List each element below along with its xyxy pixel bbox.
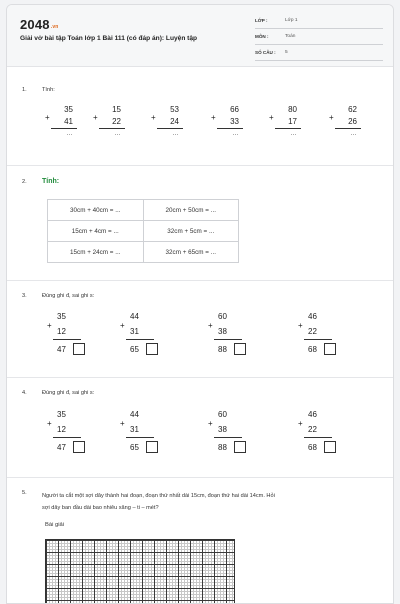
answer-checkbox[interactable] <box>234 343 246 355</box>
question-2-text: Tính: <box>42 178 60 185</box>
question-1-number: 1. <box>22 87 27 93</box>
q4-problem-1: 35 + 12 47 <box>47 410 93 464</box>
solution-label: Bài giải <box>45 522 65 528</box>
meta-subject: MÔN : Toán <box>255 32 383 45</box>
answer-checkbox[interactable] <box>324 343 336 355</box>
table-row <box>48 221 239 242</box>
q4-problem-4: 46 + 22 68 <box>298 410 344 464</box>
answer-grid[interactable] <box>45 539 235 604</box>
answer-checkbox[interactable] <box>146 441 158 453</box>
answer-checkbox[interactable] <box>234 441 246 453</box>
table-cell: 15cm + 24cm = ... <box>48 242 144 263</box>
table-cell: 20cm + 50cm = ... <box>143 200 239 221</box>
q3-problem-1: 35 + 12 47 <box>47 312 93 366</box>
q4-problem-2: 44 + 31 65 <box>120 410 166 464</box>
meta-class: LỚP : Lớp 1 <box>255 16 383 29</box>
table-row <box>48 242 239 263</box>
q2-exercise-table <box>47 199 239 263</box>
q3-problem-2: 44 + 31 65 <box>120 312 166 366</box>
divider <box>7 377 394 378</box>
worksheet <box>6 4 394 604</box>
answer-checkbox[interactable] <box>73 343 85 355</box>
meta-question-count: SỐ CÂU : 5 <box>255 48 383 61</box>
answer-checkbox[interactable] <box>324 441 336 453</box>
q1-problem-1: 35 + 41 ... <box>45 105 79 145</box>
question-1-text: Tính: <box>42 87 55 93</box>
q1-problem-2: 15 + 22 ... <box>93 105 127 145</box>
divider <box>7 280 394 281</box>
q1-problem-6: 62 + 26 ... <box>329 105 363 145</box>
site-logo[interactable]: 2048.vn <box>20 17 59 32</box>
table-row <box>48 200 239 221</box>
document-title: Giải vở bài tập Toán lớp 1 Bài 111 (có đáp án): Luyện tập <box>20 35 198 42</box>
question-3-number: 3. <box>22 293 27 299</box>
question-4-number: 4. <box>22 390 27 396</box>
table-cell: 15cm + 4cm = ... <box>48 221 144 242</box>
q1-problem-3: 53 + 24 ... <box>151 105 185 145</box>
table-cell: 32cm + 5cm = ... <box>143 221 239 242</box>
divider <box>7 477 394 478</box>
q3-problem-3: 60 + 38 88 <box>208 312 254 366</box>
table-cell: 32cm + 65cm = ... <box>143 242 239 263</box>
question-3-text: Đúng ghi đ, sai ghi s: <box>42 293 95 299</box>
q3-problem-4: 46 + 22 68 <box>298 312 344 366</box>
q1-problem-4: 66 + 33 ... <box>211 105 245 145</box>
table-cell: 30cm + 40cm = ... <box>48 200 144 221</box>
worksheet-header <box>7 5 394 67</box>
divider <box>7 165 394 166</box>
question-4-text: Đúng ghi đ, sai ghi s: <box>42 390 95 396</box>
question-2-number: 2. <box>22 179 27 185</box>
answer-checkbox[interactable] <box>146 343 158 355</box>
answer-checkbox[interactable] <box>73 441 85 453</box>
question-5-text: Người ta cắt một sợi dây thành hai đoạn, đoạn thứ nhất dài 15cm, đoạn thứ hai dài 14cm. Hỏi sợi dây ban đầu dài bao nhiêu xăng – ti – mét? <box>42 493 275 511</box>
q4-problem-3: 60 + 38 88 <box>208 410 254 464</box>
q1-problem-5: 80 + 17 ... <box>269 105 303 145</box>
question-5-number: 5. <box>22 490 27 496</box>
